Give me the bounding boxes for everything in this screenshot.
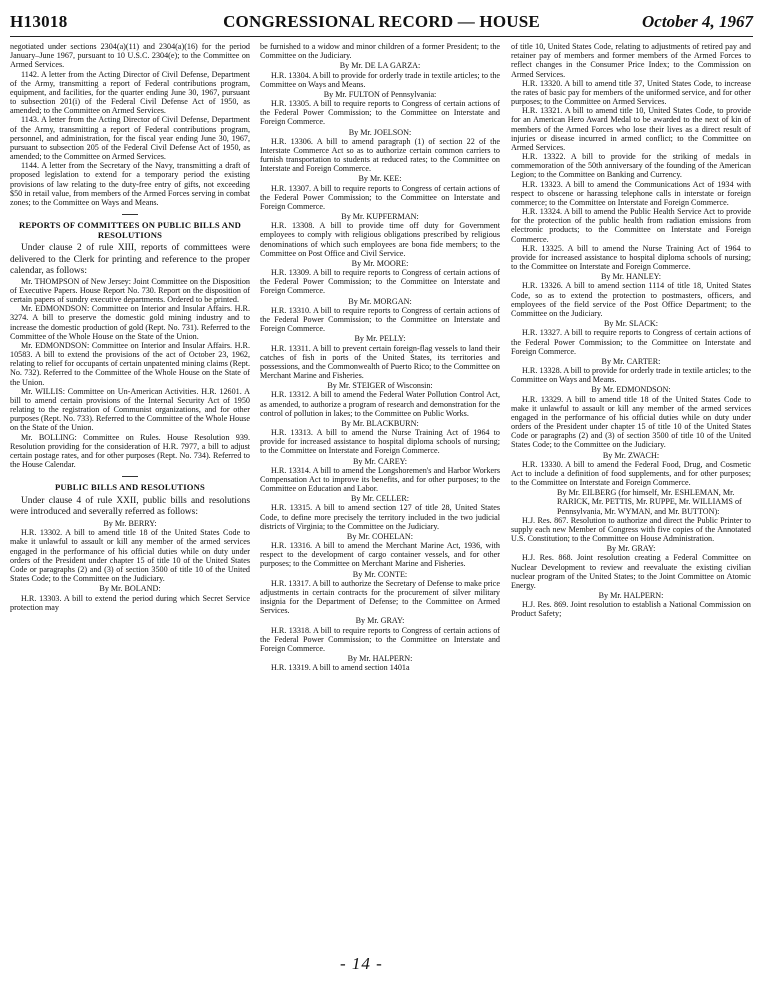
bill-entry: H.J. Res. 869. Joint resolution to establish a National Commission on Product Safety; [511, 600, 751, 619]
column-2 [260, 42, 500, 673]
sponsor-line: By Mr. DE LA GARZA: [339, 61, 421, 71]
page-folio: - 14 - [340, 954, 383, 973]
section-divider [122, 214, 138, 215]
sponsor-line: By Mr. GRAY: [606, 544, 656, 554]
sponsor-line: By Mr. JOELSON: [348, 127, 412, 137]
bill-entry: H.R. 13312. A bill to amend the Federal Water Pollution Control Act, as amended, to authorize a program of research and demonstration for the control of pollution in lakes; to the Committee on Public Works. [260, 390, 500, 418]
sponsor-line: By Mr. FULTON of Pennsylvania: [323, 89, 437, 99]
column-3 [511, 42, 751, 619]
sponsor-line: By Mr. CAREY: [352, 456, 408, 466]
bill-entry: H.R. 13306. A bill to amend paragraph (1) of section 22 of the Interstate Commerce Act so as to authorize certain common carriers to furnish transportation to students at reduced rates; to the Committee on Interstate and Foreign Commerce. [260, 136, 500, 174]
bill-entry: H.R. 13303. A bill to extend the period during which Secret Service protection may [10, 593, 250, 612]
bill-entry: H.R. 13318. A bill to require reports to Congress of certain actions of the Federal Power Commission; to the Committee on Interstate and Foreign Commerce. [260, 625, 500, 653]
paragraph: 1142. A letter from the Acting Director of Civil Defense, Department of the Army, transmitting a report of Federal contributions program, equipment, and facilities, for the quarter ending June 30, 1967, pursuant to subsection 201(i) of the Federal Civil Defense Act of 1950, as amended; to the Committee on Armed Services. [10, 69, 250, 116]
bill-entry: H.R. 13305. A bill to require reports to Congress of certain actions of the Federal Power Commission; to the Committee on Interstate and Foreign Commerce. [260, 99, 500, 127]
paragraph: 1144. A letter from the Secretary of the Navy, transmitting a draft of proposed legislation to extend for a temporary period the existing provisions of law relating to the duty-free entry of gifts, not exceeding $50 in retail value, from members of the Armed Forces serving in combat zones; to the Committee on Ways and Means. [10, 161, 250, 207]
committee-report: Mr. EDMONDSON: Committee on Interior and Insular Affairs. H.R. 3274. A bill to preserve the domestic gold mining industry and to increase the domestic production of gold (Rept. No. 731). Referred to the Committee of the Whole House on the State of the Union. [10, 304, 250, 341]
page-header [10, 10, 753, 36]
committee-report: Mr. BOLLING: Committee on Rules. House Resolution 939. Resolution providing for the consideration of H.R. 7977, a bill to adjust certain postage rates, and for other purposes (Rept. No. 734). Referred to the House Calendar. [10, 432, 250, 470]
sponsor-line: By Mr. STEIGER of Wisconsin: [327, 381, 433, 391]
bill-entry: H.J. Res. 867. Resolution to authorize and direct the Public Printer to supply each new Member of Congress with five copies of the Annotated U.S. Constitution; to the Committee on House Administration. [511, 515, 751, 544]
sponsor-line: By Mr. CELLER: [350, 494, 409, 504]
column-1 [10, 42, 250, 612]
sponsor-line: By Mr. CONTE: [352, 569, 408, 579]
bill-entry: H.R. 13314. A bill to amend the Longshoremen's and Harbor Workers Compensation Act to improve its benefits, and for other purposes; to the Committee on Education and Labor. [260, 465, 500, 494]
bill-entry: H.R. 13323. A bill to amend the Communications Act of 1934 with respect to obscene or harassing telephone calls in interstate or foreign commerce; to the Committee on Interstate and Foreign Commerce. [511, 179, 751, 207]
issue-date: October 4, 1967 [642, 12, 753, 31]
sponsor-line: By Mr. KUPFERMAN: [341, 212, 419, 222]
bill-entry: H.R. 13320. A bill to amend title 37, United States Code, to increase the rates of basic pay for members of the uniformed service, and for other purposes; to the Committee on Armed Services. [511, 78, 751, 107]
bill-entry: H.R. 13319. A bill to amend section 1401a [271, 663, 410, 673]
committee-report: Mr. EDMONDSON: Committee on Interior and Insular Affairs. H.R. 10583. A bill to extend the provisions of the act of October 23, 1962, relating to relief for occupants of certain unpatented mining claims (Rept. No. 732). Referred to the Committee of the Whole House on the State of the Union. [10, 340, 250, 387]
bill-entry: H.R. 13316. A bill to amend the Merchant Marine Act, 1936, with respect to the development of cargo container vessels, and for other purposes; to the Committee on Merchant Marine and Fisheries. [260, 541, 500, 569]
paragraph: negotiated under sections 2304(a)(11) and 2304(a)(16) for the period January–June 1967, pursuant to 10 U.S.C. 2304(e); to the Committee on Armed Services. [10, 42, 250, 70]
bill-entry: H.J. Res. 868. Joint resolution creating a Federal Committee on Nuclear Development to review and reevaluate the existing civilian nuclear program of the United States; to the Joint Committee on Atomic Energy. [511, 553, 751, 590]
bill-entry: be furnished to a widow and minor children of a former President; to the Committee on the Judiciary. [260, 42, 500, 61]
bill-entry: H.R. 13311. A bill to prevent certain foreign-flag vessels to land their catches of fish in ports of the United States, its territories and possessions, and the Commonwealth of Puerto Rico; to the Committee on Merchant Marine and Fisheries. [260, 343, 500, 381]
bill-entry: H.R. 13329. A bill to amend title 18 of the United States Code to make it unlawful to assault or kill any member of the armed services engaged in the performance of his official duties while on duty under orders of the President under chapter 15 of title 10 of the United States Code or paragraphs (2) and (3) of section 3500 of title 10 of the United States Code; to the Committee on the Judiciary. [511, 394, 751, 450]
committee-report: Mr. WILLIS: Committee on Un-American Activities. H.R. 12601. A bill to amend certain provisions of the Internal Security Act of 1950 relating to the registration of Communist organizations, and for other purposes (Rept. No. 733). Referred to the Committee of the Whole House on the State of the Union. [10, 386, 250, 433]
bill-entry: H.R. 13304. A bill to provide for orderly trade in textile articles; to the Committee on Ways and Means. [260, 70, 500, 89]
section-intro: Under clause 2 of rule XIII, reports of committees were delivered to the Clerk for printing and reference to the proper calendar, as follows: [10, 243, 250, 276]
bill-entry: H.R. 13310. A bill to require reports to Congress of certain actions of the Federal Power Commission; to the Committee on Interstate and Foreign Commerce. [260, 305, 500, 334]
sponsor-line: By Mr. HALPERN: [598, 591, 664, 601]
header-rule [10, 36, 753, 37]
sponsor-line: By Mr. MORGAN: [348, 296, 412, 306]
sponsor-line: By Mr. BERRY: [103, 519, 157, 529]
paragraph: 1143. A letter from the Acting Director of Civil Defense, Department of the Army, transmitting a report of Federal contributions program, personnel, and administration, for the fiscal year ending June 30, 1967, pursuant to subsection 205 of the Federal Civil Defense Act of 1950, as amended; to the Committee on Armed Services. [10, 115, 250, 162]
sponsor-line: By Mr. HALPERN: [347, 654, 413, 664]
sponsor-line: By Mr. EILBERG (for himself, Mr. ESHLEMAN, Mr. RARICK, Mr. PETTIS, Mr. RUPPE, Mr. WILLIAMS of Pennsylvania, Mr. WYMAN, and Mr. BUTTON): [557, 488, 742, 516]
sponsor-line: By Mr. MOORE: [351, 258, 409, 268]
section-heading: PUBLIC BILLS AND RESOLUTIONS [54, 482, 206, 493]
bill-entry: of title 10, United States Code, relating to adjustments of retired pay and retainer pay of members and former members of the Armed Forces to reflect changes in the Consumer Price Index; to the Commission on Armed Services. [511, 42, 751, 79]
page-number: H13018 [10, 12, 68, 31]
bill-entry: H.R. 13327. A bill to require reports to Congress of certain actions of the Federal Power Commission; to the Committee on Interstate and Foreign Commerce. [511, 328, 751, 356]
bill-entry: H.R. 13325. A bill to amend the Nurse Training Act of 1964 to provide for increased assistance to hospital diploma schools of nursing; to the Committee on Interstate and Foreign Commerce. [511, 243, 751, 272]
sponsor-line: By Mr. SLACK: [604, 319, 658, 329]
sponsor-line: By Mr. COHELAN: [346, 531, 414, 541]
bill-entry: H.R. 13309. A bill to require reports to Congress of certain actions of the Federal Power Commission; to the Committee on Interstate and Foreign Commerce. [260, 268, 500, 296]
bill-entry: H.R. 13326. A bill to amend section 1114 of title 18, United States Code, so as to extend the protection to postmasters, officers, and employees of the field service of the Post Office Department; to the Committee on the Judiciary. [511, 281, 751, 318]
bill-entry: H.R. 13328. A bill to provide for orderly trade in textile articles; to the Committee on Ways and Means. [511, 366, 751, 385]
sponsor-line: By Mr. ZWACH: [602, 450, 660, 460]
sponsor-line: By Mr. CARTER: [601, 356, 661, 366]
bill-entry: H.R. 13322. A bill to provide for the striking of medals in commemoration of the 50th anniversary of the founding of the American Legion; to the Committee on Banking and Currency. [511, 152, 751, 180]
section-divider [122, 476, 138, 477]
committee-report: Mr. THOMPSON of New Jersey: Joint Committee on the Disposition of Executive Papers. House Report No. 730. Report on the disposition of certain papers of sundry executive departments. Ordered to be printed. [10, 276, 250, 305]
sponsor-line: By Mr. KEE: [358, 174, 402, 184]
sponsor-line: By Mr. HANLEY: [601, 272, 661, 282]
bill-entry: H.R. 13302. A bill to amend title 18 of the United States Code to make it unlawful to assault or kill any member of the armed services engaged in the performance of his official duties while on duty under orders of the President under chapter 15 of title 10 of the United States Code or paragraphs (2) and (3) of section 3500 of title 10 of the United States Code; to the Committee on the Judiciary. [10, 528, 250, 584]
publication-title: CONGRESSIONAL RECORD — HOUSE [223, 12, 540, 31]
bill-entry: H.R. 13308. A bill to provide time off duty for Government employees to comply with religious obligations prescribed by religious denominations of which such employees are bona fide members; to the Committee on Post Office and Civil Service. [260, 221, 500, 258]
sponsor-line: By Mr. GRAY: [355, 616, 405, 626]
sponsor-line: By Mr. EDMONDSON: [591, 385, 671, 395]
sponsor-line: By Mr. BLACKBURN: [341, 418, 419, 428]
sponsor-line: By Mr. BOLAND: [99, 584, 161, 594]
sponsor-line: By Mr. PELLY: [354, 334, 406, 344]
section-heading: REPORTS OF COMMITTEES ON PUBLIC BILLS AND RESOLUTIONS [19, 220, 241, 240]
bill-entry: H.R. 13321. A bill to amend title 10, United States Code, to provide for an American Hero Award Medal to be awarded to the next of kin of members of the Armed Forces who lose their lives as a direct result of injuries or disease incurred in armed conflict; to the Committee on Armed Services. [511, 106, 751, 152]
bill-entry: H.R. 13313. A bill to amend the Nurse Training Act of 1964 to provide for increased assistance to hospital diploma schools of nursing; to the Committee on Interstate and Foreign Commerce. [260, 428, 500, 456]
section-intro: Under clause 4 of rule XXII, public bills and resolutions were introduced and severally referred as follows: [10, 495, 250, 518]
bill-entry: H.R. 13307. A bill to require reports to Congress of certain actions of the Federal Power Commission; to the Committee on Interstate and Foreign Commerce. [260, 183, 500, 211]
bill-entry: H.R. 13324. A bill to amend the Public Health Service Act to provide for the protection of the public health from radiation emissions from electronic products; to the Committee on Interstate and Foreign Commerce. [511, 207, 751, 244]
bill-entry: H.R. 13317. A bill to authorize the Secretary of Defense to make price adjustments in certain contracts for the procurement of silver military insignia for the Department of Defense; to the Committee on Armed Services. [260, 578, 500, 616]
bill-entry: H.R. 13315. A bill to amend section 127 of title 28, United States Code, to define more precisely the territory included in the two judicial districts of Virginia; to the Committee on the Judiciary. [260, 503, 500, 531]
bill-entry: H.R. 13330. A bill to amend the Federal Food, Drug, and Cosmetic Act to include a definition of food supplements, and for other purposes; to the Committee on Interstate and Foreign Commerce. [511, 459, 751, 488]
